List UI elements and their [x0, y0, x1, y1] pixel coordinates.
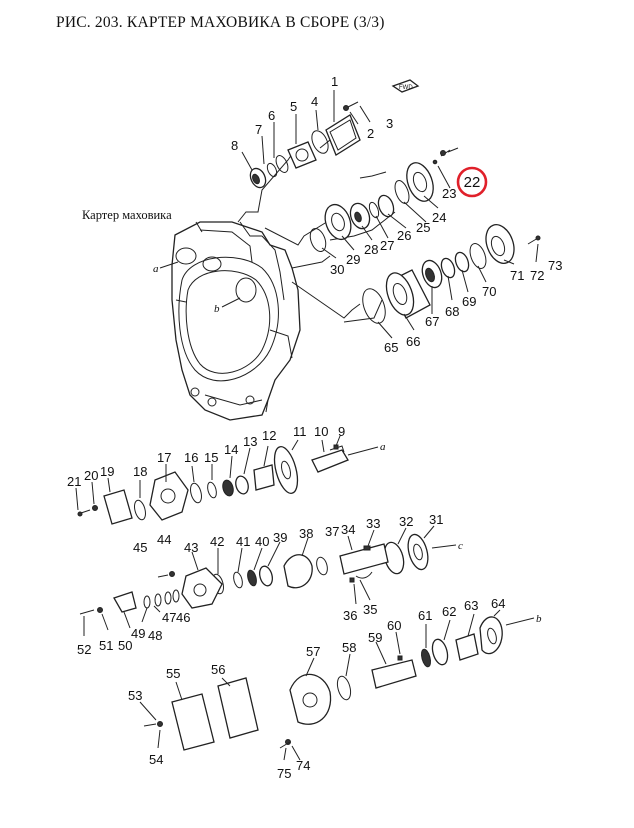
callout-13: 13	[243, 434, 258, 449]
callout-59: 59	[368, 630, 383, 645]
callout-24: 24	[432, 210, 447, 225]
callout-44: 44	[157, 532, 172, 547]
callout-62: 62	[442, 604, 457, 619]
upper-gear-group	[307, 150, 450, 254]
connector-letter-c: c	[458, 540, 463, 552]
shaft-group-lower	[144, 613, 542, 750]
callout-56: 56	[211, 662, 226, 677]
callout-25: 25	[416, 220, 431, 235]
callout-45: 45	[133, 540, 148, 555]
callout-23: 23	[442, 186, 457, 201]
callout-46: 46	[176, 610, 191, 625]
callout-42: 42	[210, 534, 225, 549]
callout-35: 35	[363, 602, 378, 617]
callout-66: 66	[406, 334, 421, 349]
callout-51: 51	[99, 638, 114, 653]
callout-54: 54	[149, 752, 164, 767]
callout-2: 2	[367, 126, 375, 141]
callout-43: 43	[184, 540, 199, 555]
callout-67: 67	[425, 314, 440, 329]
callout-72: 72	[530, 268, 545, 283]
callout-34: 34	[341, 522, 356, 537]
callout-40: 40	[255, 534, 270, 549]
cover-group	[247, 102, 360, 190]
callout-15: 15	[204, 450, 219, 465]
callout-48: 48	[148, 628, 163, 643]
svg-text:FWD: FWD	[399, 85, 413, 91]
callout-6: 6	[268, 108, 276, 123]
callout-31: 31	[429, 512, 444, 527]
callout-49: 49	[131, 626, 146, 641]
callout-27: 27	[380, 238, 395, 253]
callout-22-highlighted	[458, 168, 486, 196]
callout-58: 58	[342, 640, 357, 655]
callout-29: 29	[346, 252, 361, 267]
connector-letter-a: a	[153, 263, 159, 275]
callout-8: 8	[231, 138, 239, 153]
callout-5: 5	[290, 99, 298, 114]
callout-73: 73	[548, 258, 563, 273]
callout-68: 68	[445, 304, 460, 319]
callout-7: 7	[255, 122, 263, 137]
callout-39: 39	[273, 530, 288, 545]
housing-label: Картер маховика	[82, 208, 172, 222]
callout-22: 22	[463, 174, 481, 191]
callout-28: 28	[364, 242, 379, 257]
callout-52: 52	[77, 642, 92, 657]
callout-21: 21	[67, 474, 82, 489]
callout-11: 11	[293, 424, 307, 439]
callout-60: 60	[387, 618, 402, 633]
callout-3: 3	[386, 116, 394, 131]
arrow-box-icon	[393, 80, 418, 92]
callout-63: 63	[464, 598, 479, 613]
callout-30: 30	[330, 262, 345, 277]
callout-65: 65	[384, 340, 399, 355]
callout-69: 69	[462, 294, 477, 309]
page-title: РИС. 203. КАРТЕР МАХОВИКА В СБОРЕ (3/3)	[56, 14, 385, 31]
callout-74: 74	[296, 758, 311, 773]
callout-71: 71	[510, 268, 525, 283]
callout-18: 18	[133, 464, 148, 479]
callout-47: 47	[162, 610, 177, 625]
callout-38: 38	[299, 526, 314, 541]
callout-14: 14	[224, 442, 239, 457]
flywheel-housing	[172, 222, 300, 420]
callout-12: 12	[262, 428, 277, 443]
callout-20: 20	[84, 468, 99, 483]
callout-75: 75	[277, 766, 292, 781]
callout-70: 70	[482, 284, 497, 299]
callout-50: 50	[118, 638, 133, 653]
callout-64: 64	[491, 596, 506, 611]
callout-55: 55	[166, 666, 181, 681]
callout-36: 36	[343, 608, 358, 623]
callout-53: 53	[128, 688, 143, 703]
callout-16: 16	[184, 450, 199, 465]
callout-1: 1	[331, 74, 339, 89]
callout-26: 26	[397, 228, 412, 243]
callout-32: 32	[399, 514, 414, 529]
callout-10: 10	[314, 424, 329, 439]
callout-19: 19	[100, 464, 115, 479]
callout-9: 9	[338, 424, 346, 439]
callout-33: 33	[366, 516, 381, 531]
callout-57: 57	[306, 644, 321, 659]
connector-letter-a-2: a	[380, 441, 386, 453]
callout-4: 4	[311, 94, 319, 109]
callout-61: 61	[418, 608, 433, 623]
connector-letter-b: b	[214, 303, 220, 315]
callout-41: 41	[236, 534, 251, 549]
callout-17: 17	[157, 450, 172, 465]
callout-37: 37	[325, 524, 340, 539]
connector-letter-b-2: b	[536, 613, 542, 625]
